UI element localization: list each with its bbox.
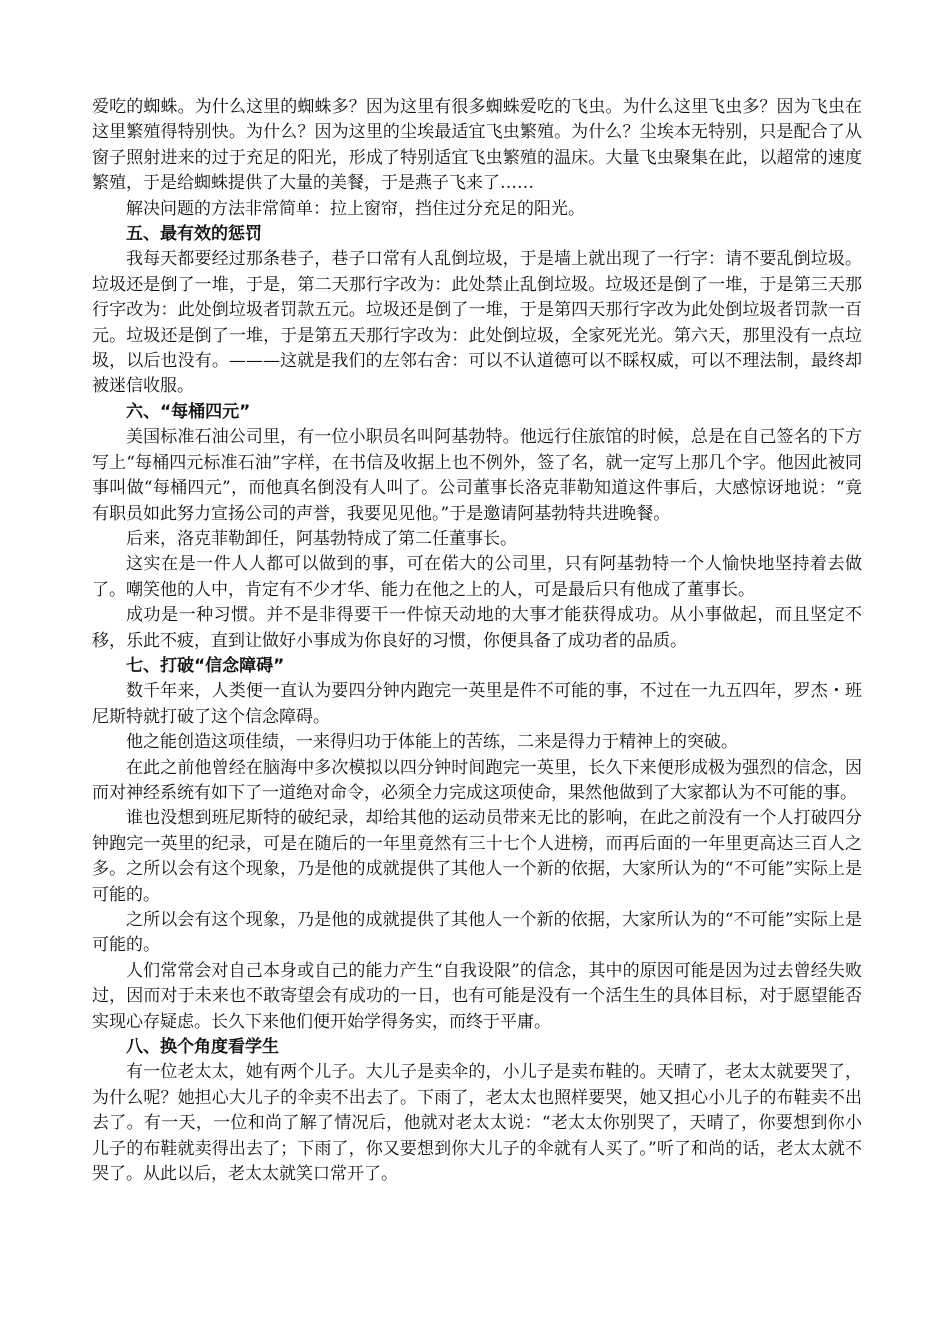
paragraph: 有一位老太太，她有两个儿子。大儿子是卖伞的，小儿子是卖布鞋的。天晴了，老太太就要哭了，为什么呢？她担心大儿子的伞卖不出去了。下雨了，老太太也照样要哭，她又担心小儿子的布鞋卖不出去了。有一天，一位和尚了解了情况后，他就对老太太说：“老太太你别哭了，天晴了，你要想到你小儿子的布鞋就卖得出去了；下雨了，你又要想到你大儿子的伞就有人买了。”听了和尚的话，老太太就不哭了。从此以后，老太太就笑口常开了。 [92,1062,862,1185]
paragraph: 美国标准石油公司里，有一位小职员名叫阿基勃特。他远行住旅馆的时候，总是在自己签名的下方写上“每桶四元标准石油”字样，在书信及收据上也不例外，签了名，就一定写上那几个字。他因此被同事叫做“每桶四元”，而他真名倒没有人叫了。公司董事长洛克菲勒知道这件事后，大感惊讶地说：“竟有职员如此努力宣扬公司的声誉，我要见见他。”于是邀请阿基勃特共进晚餐。 [92,427,862,524]
section-heading: 六、“每桶四元” [126,401,251,422]
paragraph: 后来，洛克菲勒卸任，阿基勃特成了第二任董事长。 [126,528,517,549]
paragraph: 数千年来，人类便一直认为要四分钟内跑完一英里是件不可能的事，不过在一九五四年，罗杰・班尼斯特就打破了这个信念障碍。 [92,681,862,727]
paragraph: 谁也没想到班尼斯特的破纪录，却给其他的运动员带来无比的影响，在此之前没有一个人打破四分钟跑完一英里的纪录，可是在随后的一年里竟然有三十七个人进榜，而再后面的一年里更高达三百人之多。之所以会有这个现象，乃是他的成就提供了其他人一个新的依据，大家所认为的“不可能”实际上是可能的。 [92,808,862,905]
paragraph: 我每天都要经过那条巷子，巷子口常有人乱倒垃圾，于是墙上就出现了一行字：请不要乱倒垃圾。垃圾还是倒了一堆，于是，第二天那行字改为：此处禁止乱倒垃圾。垃圾还是倒了一堆，于是第三天那行字改为：此处倒垃圾者罚款五元。垃圾还是倒了一堆，于是第四天那行字改为此处倒垃圾者罚款一百元。垃圾还是倒了一堆，于是第五天那行字改为：此处倒垃圾，全家死光光。第六天，那里没有一点垃圾，以后也没有。———这就是我们的左邻右舍：可以不认道德可以不睬权威，可以不理法制，最终却被迷信收服。 [92,249,862,397]
paragraph: 人们常常会对自己本身或自己的能力产生“自我设限”的信念，其中的原因可能是因为过去曾经失败过，因而对于未来也不敢寄望会有成功的一日，也有可能是没有一个活生生的具体目标，对于愿望能否实现心存疑虑。长久下来他们便开始学得务实，而终于平庸。 [92,960,862,1032]
paragraph: 解决问题的方法非常简单：拉上窗帘，挡住过分充足的阳光。 [126,198,585,219]
paragraph: 爱吃的蜘蛛。为什么这里的蜘蛛多？因为这里有很多蜘蛛爱吃的飞虫。为什么这里飞虫多？因为飞虫在这里繁殖得特别快。为什么？因为这里的尘埃最适宜飞虫繁殖。为什么？尘埃本无特别，只是配合了从窗子照射进来的过于充足的阳光，形成了特别适宜飞虫繁殖的温床。大量飞虫聚集在此，以超常的速度繁殖，于是给蜘蛛提供了大量的美餐，于是燕子飞来了…… [92,97,862,194]
paragraph: 成功是一种习惯。并不是非得要干一件惊天动地的大事才能获得成功。从小事做起，而且坚定不移，乐此不疲，直到让做好小事成为你良好的习惯，你便具备了成功者的品质。 [92,605,862,651]
section-heading: 八、换个角度看学生 [126,1037,279,1058]
paragraph: 这实在是一件人人都可以做到的事，可在偌大的公司里，只有阿基勃特一个人愉快地坚持着去做了。嘲笑他的人中，肯定有不少才华、能力在他之上的人，可是最后只有他成了董事长。 [92,554,862,600]
paragraph: 他之能创造这项佳绩，一来得归功于体能上的苦练，二来是得力于精神上的突破。 [126,732,738,753]
document-page [92,95,862,1187]
paragraph: 在此之前他曾经在脑海中多次模拟以四分钟时间跑完一英里，长久下来便形成极为强烈的信念，因而对神经系统有如下了一道绝对命令，必须全力完成这项使命，果然他做到了大家都认为不可能的事。 [92,757,862,803]
paragraph: 之所以会有这个现象，乃是他的成就提供了其他人一个新的依据，大家所认为的“不可能”实际上是可能的。 [92,910,862,956]
section-heading: 五、最有效的惩罚 [126,224,262,245]
section-heading: 七、打破“信念障碍” [126,655,285,676]
